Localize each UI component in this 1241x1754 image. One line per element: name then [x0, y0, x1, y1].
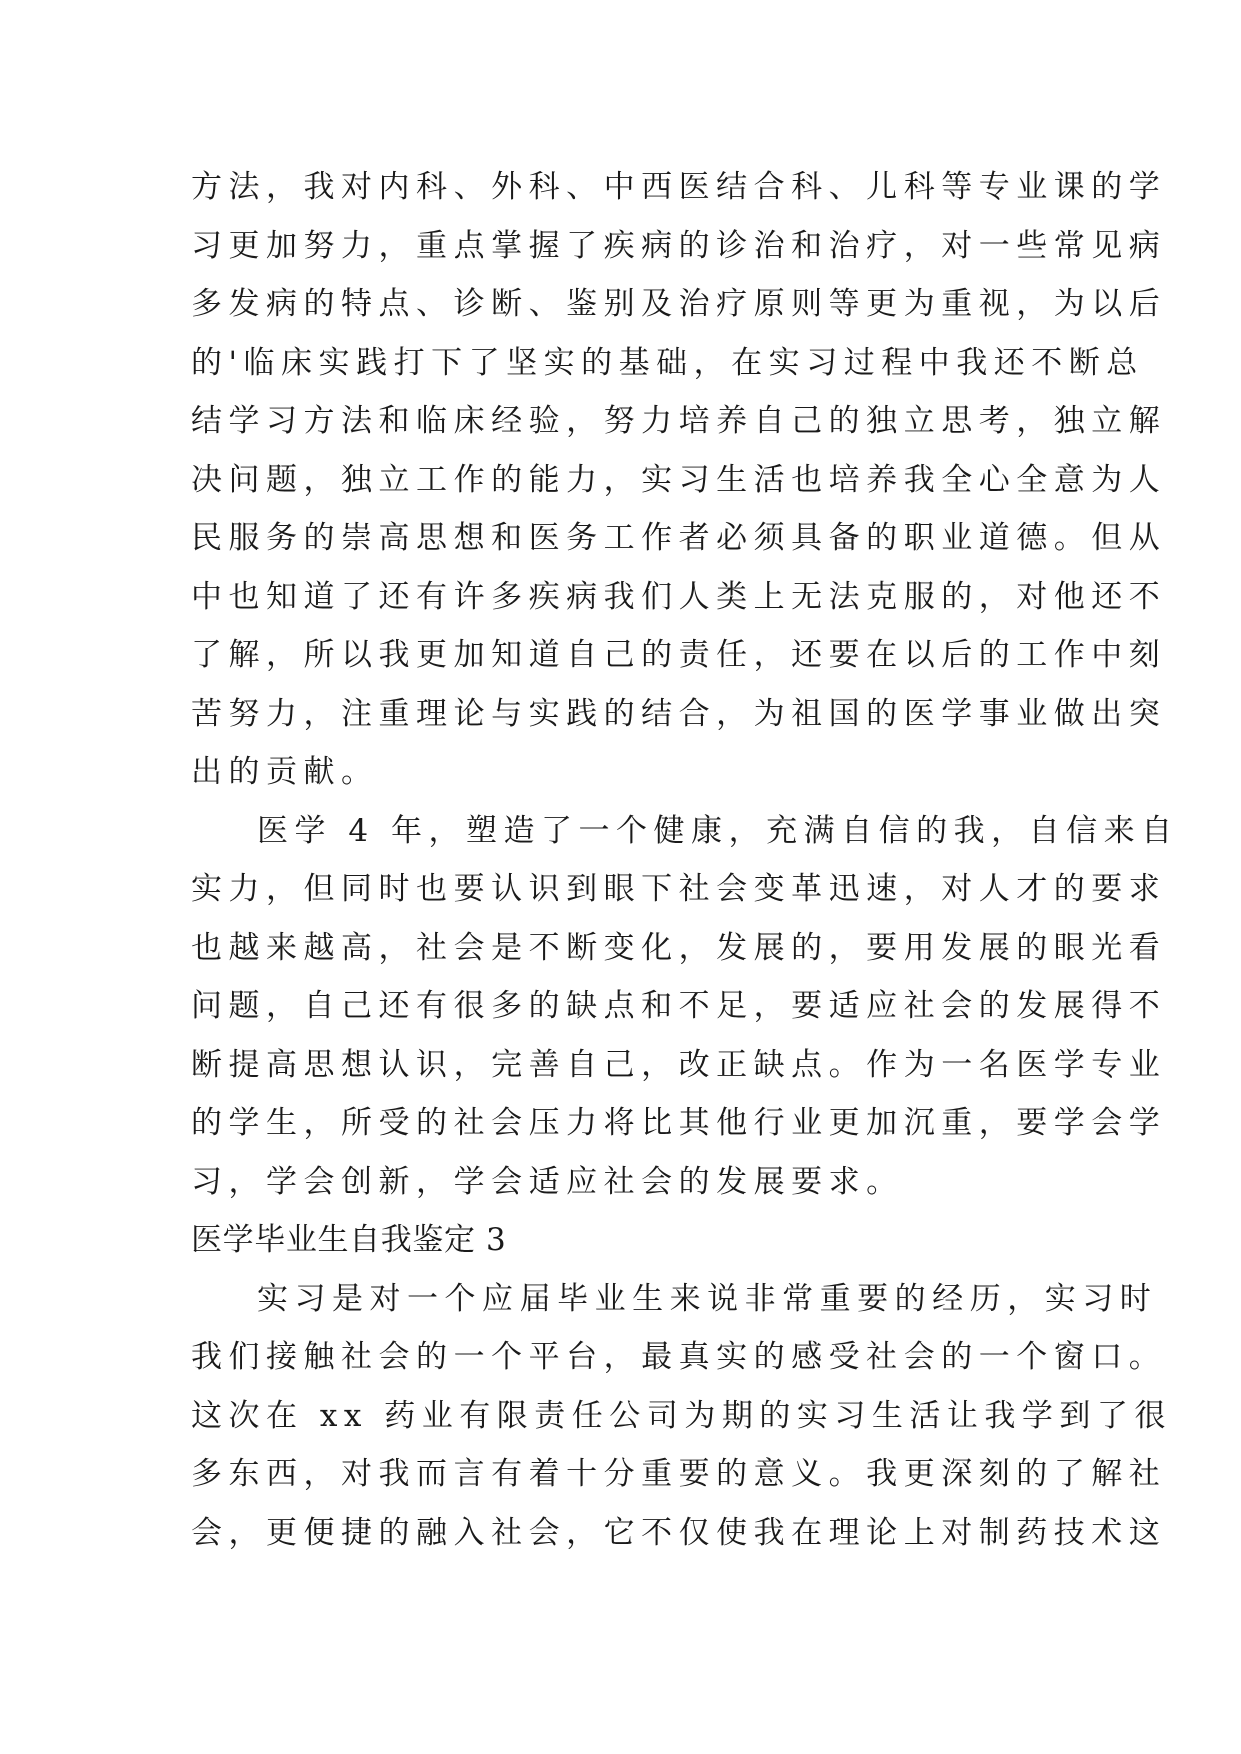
section-heading	[191, 1211, 1071, 1270]
text-line: 实习是对一个应届毕业生来说非常重要的经历，实习时	[257, 1280, 1158, 1317]
text-line: 也越来越高，社会是不断变化，发展的，要用发展的眼光看	[191, 929, 1167, 966]
text-line: 结学习方法和临床经验，努力培养自己的独立思考，独立解	[191, 403, 1167, 439]
paragraph-3	[191, 1270, 1172, 1563]
text-line: 方法，我对内科、外科、中西医结合科、儿科等专业课的学	[191, 169, 1167, 205]
text-line: 出的贡献。	[191, 754, 379, 790]
text-line: 的'临床实践打下了坚实的基础，在实习过程中我还不断总	[191, 344, 1144, 381]
text-line: 断提高思想认识，完善自己，改正缺点。作为一名医学专业	[191, 1046, 1167, 1083]
section-title: 医学毕业生自我鉴定 3	[191, 1222, 507, 1258]
text-line: 习更加努力，重点掌握了疾病的诊治和治疗，对一些常见病	[191, 227, 1167, 264]
text-line: 的学生，所受的社会压力将比其他行业更加沉重，要学会学	[191, 1105, 1167, 1141]
text-line: 医学 4 年，塑造了一个健康，充满自信的我，自信来自	[257, 812, 1179, 849]
text-line: 决问题，独立工作的能力，实习生活也培养我全心全意为人	[191, 461, 1167, 498]
document-body	[191, 158, 1179, 1562]
text-line: 问题，自己还有很多的缺点和不足，要适应社会的发展得不	[191, 988, 1167, 1024]
text-line: 苦努力，注重理论与实践的结合，为祖国的医学事业做出突	[191, 695, 1167, 732]
text-line: 我们接触社会的一个平台，最真实的感受社会的一个窗口。	[191, 1339, 1167, 1375]
text-line: 民服务的崇高思想和医务工作者必须具备的职业道德。但从	[191, 520, 1167, 556]
paragraph-2	[191, 802, 1179, 1212]
text-line: 这次在 xx 药业有限责任公司为期的实习生活让我学到了很	[191, 1397, 1172, 1434]
text-line: 习，学会创新，学会适应社会的发展要求。	[191, 1163, 904, 1200]
text-line: 了解，所以我更加知道自己的责任，还要在以后的工作中刻	[191, 637, 1167, 673]
text-line: 实力，但同时也要认识到眼下社会变革迅速，对人才的要求	[191, 871, 1167, 907]
paragraph-1	[191, 158, 1167, 802]
text-line: 中也知道了还有许多疾病我们人类上无法克服的，对他还不	[191, 578, 1167, 615]
text-line: 会，更便捷的融入社会，它不仅使我在理论上对制药技术这	[191, 1514, 1167, 1551]
text-line: 多发病的特点、诊断、鉴别及治疗原则等更为重视，为以后	[191, 286, 1167, 322]
text-line: 多东西，对我而言有着十分重要的意义。我更深刻的了解社	[191, 1456, 1167, 1492]
